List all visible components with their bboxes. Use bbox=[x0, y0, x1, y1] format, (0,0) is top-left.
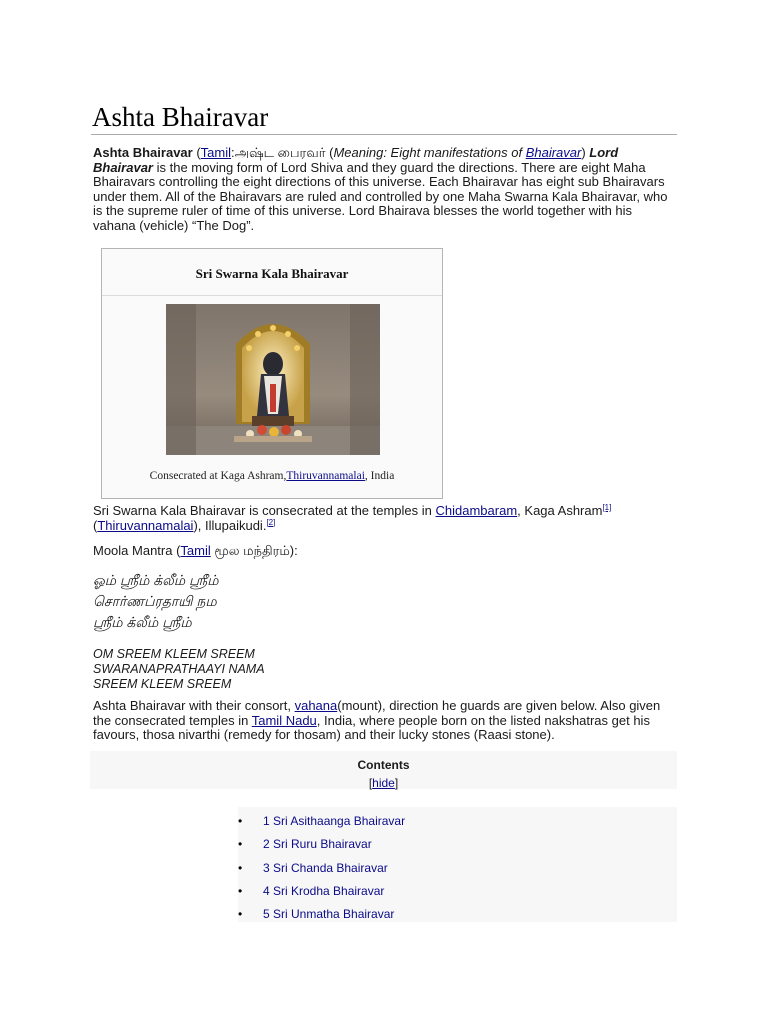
infobox-caption bbox=[102, 470, 442, 482]
mantra-tamil-line: சொர்ணப்ரதாயி நம bbox=[93, 593, 217, 609]
title-divider bbox=[91, 134, 677, 135]
bracket: [ bbox=[368, 776, 373, 790]
toc-hide-link[interactable]: hide bbox=[372, 776, 395, 790]
image-infobox bbox=[101, 248, 443, 499]
bullet-icon: • bbox=[238, 861, 243, 875]
consort-paragraph bbox=[93, 699, 673, 743]
infobox-heading: Sri Swarna Kala Bhairavar bbox=[195, 266, 349, 281]
bhairavar-link[interactable]: Bhairavar bbox=[525, 145, 582, 160]
intro-paragraph bbox=[93, 146, 673, 234]
paragraph-text: , India, where people born on the listed nakshatras get his favours, thosa nivarthi (remedy for thosam) and their lucky stones (Raasi stone). bbox=[93, 712, 650, 743]
intro-meaning: Meaning: Eight manifestations of bbox=[333, 145, 526, 160]
bullet-icon: • bbox=[238, 814, 243, 828]
intro-term: Ashta Bhairavar bbox=[93, 145, 193, 160]
mantra-english-line: SREEM KLEEM SREEM bbox=[93, 677, 232, 691]
bullet-icon: • bbox=[238, 837, 243, 851]
paragraph-text: Sri Swarna Kala Bhairavar is consecrated at the temples in bbox=[93, 503, 436, 518]
intro-tamil-text: :அஷ்ட பைரவர் ( bbox=[231, 145, 334, 160]
paragraph-text: Moola Mantra ( bbox=[93, 543, 181, 558]
bracket: ] bbox=[394, 776, 399, 790]
toc-item-label[interactable]: 3 Sri Chanda Bhairavar bbox=[263, 861, 388, 875]
thiruvannamalai-link[interactable]: Thiruvannamalai bbox=[97, 517, 194, 533]
paragraph-text: (mount), direction he guards are given below. Also given the consecrated temples in bbox=[93, 698, 661, 728]
moola-tamil-link[interactable]: Tamil bbox=[180, 543, 211, 558]
tamil-link[interactable]: Tamil bbox=[200, 145, 232, 160]
mantra-english-line: SWARANAPRATHAAYI NAMA bbox=[93, 662, 265, 676]
toc-item-label[interactable]: 4 Sri Krodha Bhairavar bbox=[263, 884, 385, 898]
temple-deity-photo[interactable] bbox=[166, 304, 380, 455]
paragraph-text: Ashta Bhairavar with their consort, bbox=[93, 698, 295, 713]
reference-link-1[interactable]: [1] bbox=[602, 503, 612, 512]
mantra-english-line: OM SREEM KLEEM SREEM bbox=[93, 647, 255, 661]
toc-list bbox=[238, 807, 677, 922]
mantra-tamil-line: ஓம் ஸ்ரீம் க்லீம் ஸ்ரீம் bbox=[93, 572, 219, 588]
paragraph-text: ( bbox=[93, 517, 98, 533]
caption-text: Consecrated at Kaga Ashram, bbox=[149, 470, 287, 482]
caption-text: , India bbox=[364, 470, 395, 482]
chidambaram-link[interactable]: Chidambaram bbox=[435, 503, 518, 518]
tamil-nadu-link[interactable]: Tamil Nadu bbox=[251, 712, 317, 728]
intro-body: is the moving form of Lord Shiva and they guard the directions. There are eight Maha Bhairavars controlling the eight directions of this universe. Each Bhairavar has eight sub Bhairavars under them. All of the Bhairavars are ruled and controlled by one Maha Swarna Kala Bhairavar, who is the supreme ruler of time of this universe. Lord Bhairava blesses the world together with his vahana (vehicle) “The Dog”. bbox=[93, 159, 668, 233]
bullet-icon: • bbox=[238, 884, 243, 898]
toc-title: Contents bbox=[357, 758, 410, 772]
infobox-divider bbox=[102, 295, 442, 296]
intro-text: ) bbox=[581, 145, 590, 160]
paragraph-text: ), Illupaikudi. bbox=[193, 517, 267, 533]
mantra-tamil-line: ஸ்ரீம் க்லீம் ஸ்ரீம் bbox=[93, 614, 192, 630]
intro-text: ( bbox=[192, 145, 201, 160]
toc-hide-control bbox=[90, 776, 677, 790]
reference-link-2[interactable]: [2] bbox=[266, 517, 276, 527]
toc-item-label[interactable]: 1 Sri Asithaanga Bhairavar bbox=[263, 814, 406, 828]
intro-lord: Lord Bhairavar bbox=[93, 145, 619, 175]
moola-mantra-label bbox=[93, 544, 673, 559]
vahana-link[interactable]: vahana bbox=[294, 698, 338, 713]
paragraph-text: , Kaga Ashram bbox=[517, 503, 603, 518]
consecrated-paragraph bbox=[93, 504, 673, 533]
toc-item-label[interactable]: 5 Sri Unmatha Bhairavar bbox=[263, 907, 395, 921]
table-of-contents-header bbox=[90, 751, 677, 789]
paragraph-text: மூல மந்திரம்): bbox=[210, 543, 298, 558]
thiruvannamalai-caption-link[interactable]: Thiruvannamalai bbox=[286, 470, 365, 482]
bullet-icon: • bbox=[238, 907, 243, 921]
toc-item-label[interactable]: 2 Sri Ruru Bhairavar bbox=[263, 837, 372, 851]
page-title: Ashta Bhairavar bbox=[92, 102, 269, 132]
